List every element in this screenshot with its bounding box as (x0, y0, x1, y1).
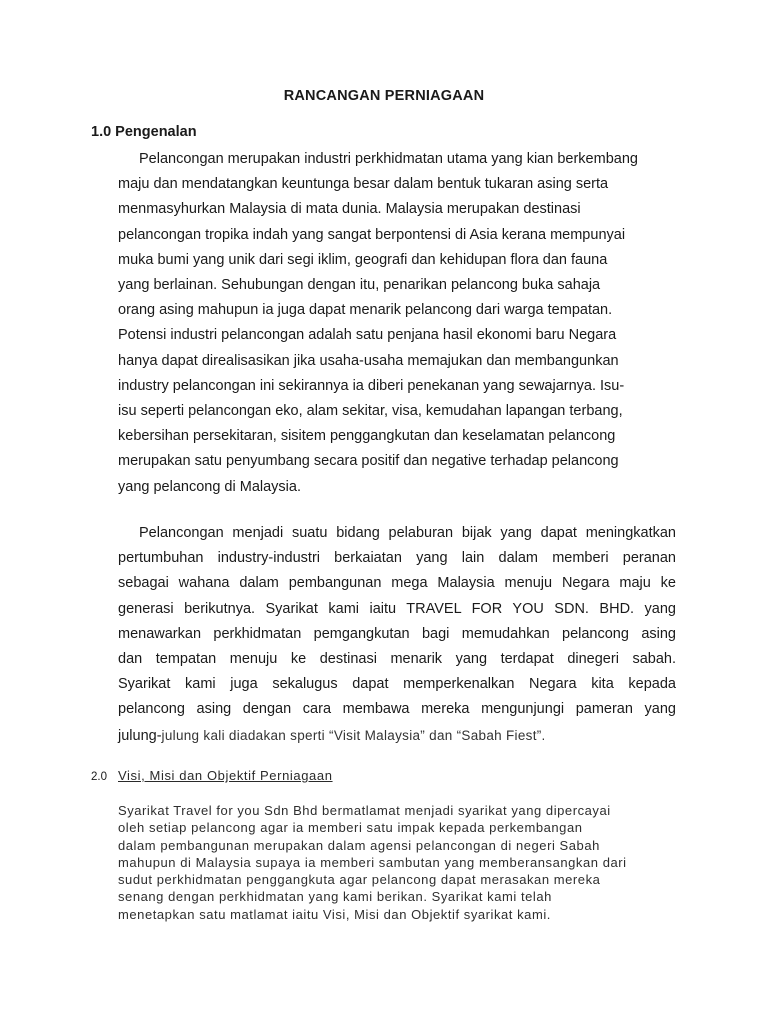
paragraph-line: Pelancongan menjadi suatu bidang pelaburan bijak yang dapat meningkatkan (139, 525, 676, 541)
paragraph-line: pelancong asing dengan cara membawa mereka mengunjungi pameran yang (118, 701, 676, 718)
paragraph-line: merupakan satu penyumbang secara positif dan negative terhadap pelancong (118, 453, 619, 470)
paragraph-line: yang berlainan. Sehubungan dengan itu, penarikan pelancong buka sahaja (118, 277, 601, 294)
paragraph-line: pelancongan tropika indah yang sangat berpontensi di Asia kerana mempunyai (118, 226, 626, 243)
section-number: 2.0 (91, 771, 107, 783)
paragraph-line: hanya dapat direalisasikan jika usaha-usaha memajukan dan membangunkan (118, 352, 619, 369)
paragraph-line: oleh setiap pelancong agar ia memberi satu impak kepada perkembangan (118, 820, 583, 836)
section-heading-visi-misi (91, 768, 333, 783)
paragraph-line: dalam pembangunan merupakan dalam agensi pelancongan di negeri Sabah (118, 837, 600, 853)
paragraph-line: pertumbuhan industry-industri berkaiatan yang lain dalam memberi peranan (118, 550, 676, 567)
paragraph-line: sudut perkhidmatan penggangkuta agar pelancong dapat merasakan mereka (118, 872, 601, 888)
section-heading-text: Visi, Misi dan Objektif Perniagaan (118, 768, 333, 783)
paragraph-line: muka bumi yang unik dari segi iklim, geografi dan kehidupan flora dan fauna (118, 251, 608, 268)
paragraph-line: menmasyhurkan Malaysia di mata dunia. Malaysia merupakan destinasi (118, 201, 581, 218)
paragraph-line: maju dan mendatangkan keuntunga besar dalam bentuk tukaran asing serta (118, 176, 609, 193)
document-title: RANCANGAN PERNIAGAAN (283, 88, 485, 104)
paragraph-line: Syarikat kami juga sekalugus dapat memperkenalkan Negara kita kepada (118, 676, 676, 693)
paragraph-line: menetapkan satu matlamat iaitu Visi, Misi dan Objektif syarikat kami. (118, 906, 551, 922)
paragraph-line: Pelancongan merupakan industri perkhidmatan utama yang kian berkembang (139, 151, 638, 167)
paragraph-line: dan tempatan menuju ke destinasi menarik yang terdapat dinegeri sabah. (118, 651, 676, 668)
paragraph-pelaburan (118, 521, 676, 749)
paragraph-line (118, 723, 676, 749)
paragraph-visi-misi (118, 802, 678, 923)
paragraph-line: menawarkan perkhidmatan pemgangkutan bagi memudahkan pelancong asing (118, 625, 676, 642)
paragraph-line: industry pelancongan ini sekirannya ia diberi penekanan yang sewajarnya. Isu- (118, 377, 625, 394)
section-heading-pengenalan: 1.0 Pengenalan (91, 124, 197, 140)
paragraph-line: isu seperti pelancongan eko, alam sekitar, visa, kemudahan lapangan terbang, (118, 403, 623, 420)
paragraph-line: orang asing mahupun ia juga dapat menarik pelancong dari warga tempatan. (118, 302, 613, 319)
paragraph-line: senang dengan perkhidmatan yang kami berikan. Syarikat kami telah (118, 889, 552, 905)
paragraph-line: generasi berikutnya. Syarikat kami iaitu TRAVEL FOR YOU SDN. BHD. yang (118, 600, 676, 617)
paragraph-line: mahupun di Malaysia supaya ia memberi sambutan yang memberansangkan dari (118, 854, 627, 870)
paragraph-line: sebagai wahana dalam pembangunan mega Malaysia menuju Negara maju ke (118, 575, 676, 592)
paragraph-pengenalan (118, 147, 676, 500)
paragraph-line-tail: julung kali diadakan sperti “Visit Malaysia” dan “Sabah Fiest”. (161, 727, 546, 743)
paragraph-line-start: julung- (118, 727, 162, 744)
paragraph-line: Potensi industri pelancongan adalah satu penjana hasil ekonomi baru Negara (118, 327, 617, 344)
paragraph-line: Syarikat Travel for you Sdn Bhd bermatlamat menjadi syarikat yang dipercayai (118, 803, 611, 818)
paragraph-line: kebersihan persekitaran, sisitem penggangkutan dan keselamatan pelancong (118, 428, 616, 445)
paragraph-line: yang pelancong di Malaysia. (118, 478, 301, 495)
